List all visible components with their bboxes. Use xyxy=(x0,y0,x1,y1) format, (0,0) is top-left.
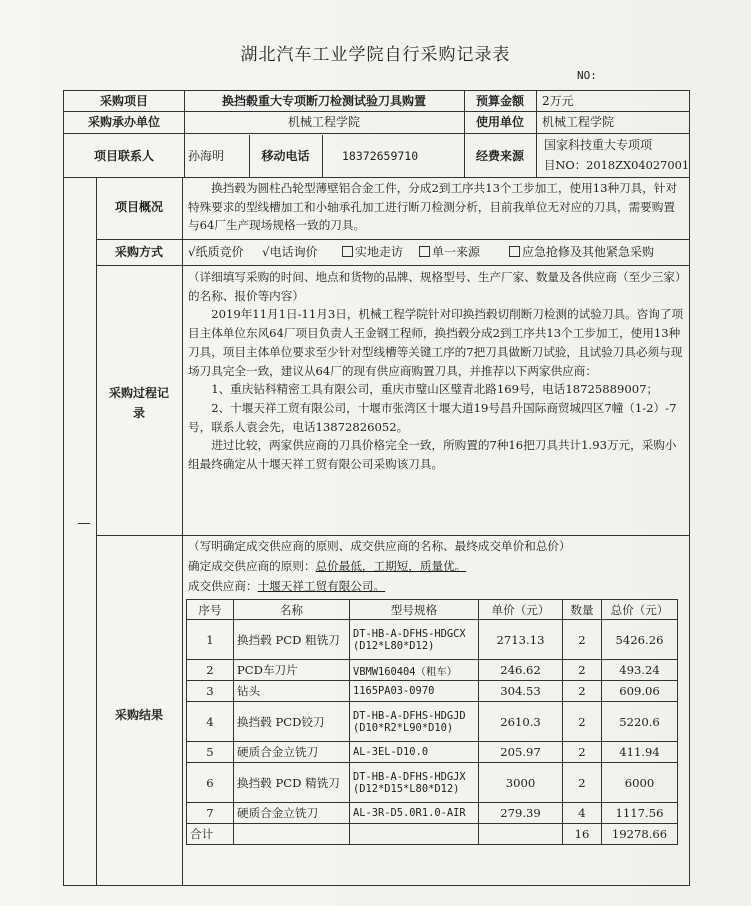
cell-unit-price: 205.97 xyxy=(479,742,563,763)
method-option-single-source: 单一来源 xyxy=(419,244,480,260)
budget-label: 预算金额 xyxy=(475,94,524,108)
cell-unit-price: 304.53 xyxy=(479,681,563,702)
col-header-total: 总价（元） xyxy=(602,600,678,620)
cell-name: 钻头 xyxy=(234,681,350,702)
cell-name: 换挡毂 PCD 粗铣刀 xyxy=(234,620,350,660)
table-row xyxy=(187,660,678,681)
cell-qty: 2 xyxy=(563,742,602,763)
cell-unit-price: 279.39 xyxy=(479,803,563,824)
fund-source-label: 经费来源 xyxy=(475,149,524,163)
budget-value: 2万元 xyxy=(542,94,574,108)
cell-qty: 2 xyxy=(563,620,602,660)
table-row xyxy=(187,763,678,803)
cell-qty: 2 xyxy=(563,660,602,681)
cell-total: 5220.6 xyxy=(602,702,678,742)
cell-model: DT-HB-A-DFHS-HDGJX (D12*D15*L80*D12) xyxy=(350,763,479,803)
fund-source-line1: 国家科技重大专项项 xyxy=(544,138,653,152)
form-title: 湖北汽车工业学院自行采购记录表 xyxy=(240,45,511,65)
table-row xyxy=(187,742,678,763)
result-supplier: 成交供应商：十堰天祥工贸有限公司。 xyxy=(188,579,386,593)
cell-model: DT-HB-A-DFHS-HDGJD (D10*R2*L90*D10) xyxy=(350,702,479,742)
cell-no: 6 xyxy=(187,763,234,803)
process-record xyxy=(188,268,684,474)
result-label: 采购结果 xyxy=(114,708,163,722)
project-label: 采购项目 xyxy=(99,94,148,108)
unit-value: 机械工程学院 xyxy=(287,115,360,129)
use-unit-label: 使用单位 xyxy=(475,115,524,129)
cell-name: 硬质合金立铣刀 xyxy=(234,803,350,824)
cell-qty: 2 xyxy=(563,763,602,803)
table-row xyxy=(187,803,678,824)
cell-unit-price: 2610.3 xyxy=(479,702,563,742)
cell-model: AL-3EL-D10.0 xyxy=(350,742,479,763)
project-value: 换挡毂重大专项断刀检测试验刀具购置 xyxy=(221,94,426,108)
cell-qty: 4 xyxy=(563,803,602,824)
method-label: 采购方式 xyxy=(114,245,163,259)
mobile-value: 18372659710 xyxy=(342,149,419,163)
unit-label: 采购承办单位 xyxy=(87,115,160,129)
form-number-label: NO: xyxy=(577,69,597,82)
cell-name: 换挡毂 PCD 精铣刀 xyxy=(234,763,350,803)
cell-no: 3 xyxy=(187,681,234,702)
total-label: 合计 xyxy=(187,824,234,845)
cell-no: 2 xyxy=(187,660,234,681)
method-option-phone-inquiry: √电话询价 xyxy=(262,245,318,259)
result-principle: 确定成交供应商的原则：总价最低，工期短，质量优。 xyxy=(188,559,467,573)
process-paragraph-2: 1、重庆钻科精密工具有限公司，重庆市璧山区璧青北路169号，电话18725889007； xyxy=(211,382,659,397)
col-header-name: 名称 xyxy=(234,600,350,620)
cell-model: AL-3R-D5.0R1.0-AIR xyxy=(350,803,479,824)
cell-model: 1165PA03-0970 xyxy=(350,681,479,702)
procurement-record-form xyxy=(63,90,690,886)
cell-total: 609.06 xyxy=(602,681,678,702)
cell-qty: 2 xyxy=(563,681,602,702)
cell-name: 硬质合金立铣刀 xyxy=(234,742,350,763)
method-option-emergency: 应急抢修及其他紧急采购 xyxy=(509,244,654,260)
cell-no: 5 xyxy=(187,742,234,763)
table-total-row xyxy=(187,824,678,845)
cell-name: PCD车刀片 xyxy=(234,660,350,681)
process-paragraph-1: 2019年11月1日-11月3日，机械工程学院针对印换挡毂切削断刀检测的试验刀具。咨询了项目主体单位东风64厂项目负责人王金钢工程师，换挡毂分成2到工序共13个工步加工，使用13种刀具，项目主体单位要求至少针对型线槽等关键工序的7把刀具做断刀试验，且试验刀具必须与现场刀具完全一致，建议从64厂的现有供应商购置刀具，并推荐以下两家供应商： xyxy=(188,307,684,378)
cell-total: 1117.56 xyxy=(602,803,678,824)
purchase-items-table xyxy=(186,599,678,845)
table-row xyxy=(187,702,678,742)
cell-no: 7 xyxy=(187,803,234,824)
use-unit-value: 机械工程学院 xyxy=(542,115,615,129)
total-qty: 16 xyxy=(563,824,602,845)
cell-unit-price: 2713.13 xyxy=(479,620,563,660)
checkbox-icon xyxy=(419,246,430,257)
checkbox-icon xyxy=(509,246,520,257)
col-header-unit-price: 单价（元） xyxy=(479,600,563,620)
cell-model: DT-HB-A-DFHS-HDGCX (D12*L80*D12) xyxy=(350,620,479,660)
cell-model: VBMW160404（粗车） xyxy=(350,660,479,681)
result-hint: （写明确定成交供应商的原则、成交供应商的名称、最终成交单价和总价） xyxy=(188,539,571,553)
table-row xyxy=(187,681,678,702)
cell-no: 4 xyxy=(187,702,234,742)
cell-qty: 2 xyxy=(563,702,602,742)
table-header-row xyxy=(187,600,678,620)
checkbox-icon xyxy=(342,246,353,257)
cell-no: 1 xyxy=(187,620,234,660)
cell-total: 493.24 xyxy=(602,660,678,681)
col-header-model: 型号规格 xyxy=(350,600,479,620)
contact-name: 孙海明 xyxy=(188,149,225,163)
table-row xyxy=(187,620,678,660)
overview-label: 项目概况 xyxy=(114,200,163,214)
col-header-no: 序号 xyxy=(187,600,234,620)
process-paragraph-3: 2、十堰天祥工贸有限公司，十堰市张湾区十堰大道19号昌升国际商贸城四区7幢（1-2）-7号，联系人袁会先，电话13872826052。 xyxy=(188,400,677,434)
total-sum: 19278.66 xyxy=(602,824,678,845)
mobile-label: 移动电话 xyxy=(261,149,310,163)
method-option-site-visit: 实地走访 xyxy=(342,244,403,260)
process-label-line2: 录 xyxy=(132,406,145,420)
cell-total: 411.94 xyxy=(602,742,678,763)
cell-total: 6000 xyxy=(602,763,678,803)
cell-unit-price: 246.62 xyxy=(479,660,563,681)
contact-label: 项目联系人 xyxy=(93,149,154,163)
method-option-paper-bidding: √纸质竞价 xyxy=(188,245,244,259)
fund-source-line2: 目NO：2018ZX04027001 xyxy=(544,158,690,172)
cell-name: 换挡毂 PCD铰刀 xyxy=(234,702,350,742)
col-header-qty: 数量 xyxy=(563,600,602,620)
process-label-line1: 采购过程记 xyxy=(108,386,169,400)
process-paragraph-4: 进过比较，两家供应商的刀具价格完全一致，所购置的7种16把刀具共计1.93万元，采购小组最终确定从十堰天祥工贸有限公司采购该刀具。 xyxy=(188,438,677,472)
cell-total: 5426.26 xyxy=(602,620,678,660)
process-hint: （详细填写采购的时间、地点和货物的品牌、规格型号、生产厂家、数量及各供应商（至少三家）的名称、报价等内容） xyxy=(188,270,681,303)
overview-text: 换挡毂为圆柱凸轮型薄壁铝合金工件，分成2到工序共13个工步加工，使用13种刀具，针对特殊要求的型线槽加工和小轴承孔加工进行断刀检测分析，目前我单位无对应的刀具，需要购置与64厂生产现场规格一致的刀具。 xyxy=(188,181,678,233)
cell-unit-price: 3000 xyxy=(479,763,563,803)
